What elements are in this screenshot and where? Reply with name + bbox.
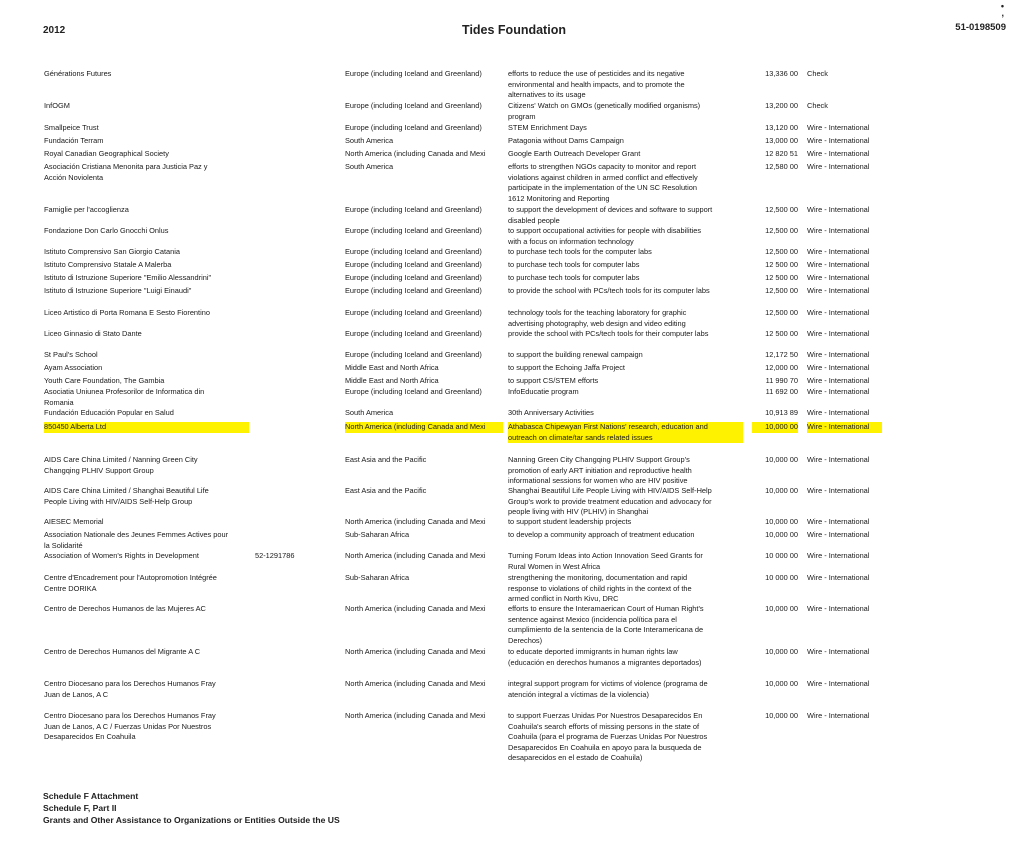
- grant-purpose: Google Earth Outreach Developer Grant: [508, 149, 641, 158]
- payment-method: Check: [807, 69, 828, 78]
- grant-purpose: to support the Echoing Jaffa Project: [508, 363, 625, 372]
- grant-purpose: to purchase tech tools for computer labs: [508, 260, 640, 269]
- grant-purpose: to support occupational activities for people with disabilities with a focus on information technology: [508, 226, 702, 246]
- payment-method: Wire - International: [807, 226, 870, 235]
- payment-method: Wire - International: [807, 149, 870, 158]
- organization-ein: 52-1291786: [255, 551, 295, 560]
- grant-amount: 10,000 00: [765, 486, 798, 495]
- payment-method: Wire - International: [807, 363, 870, 372]
- grant-amount: 12 500 00: [765, 273, 798, 282]
- grant-purpose: to provide the school with PCs/tech tools for its computer labs: [508, 286, 710, 295]
- grant-amount: 10 000 00: [765, 551, 798, 560]
- organization-name: Centro Diocesano para los Derechos Humanos Fray Juan de Lanos, A C / Fuerzas Unidas Por Nuestros Desaparecidos En Coahuila: [44, 711, 216, 741]
- region: Europe (including Iceland and Greenland): [345, 350, 482, 359]
- payment-method: Wire - International: [807, 286, 870, 295]
- grant-amount: 11 990 70: [765, 376, 798, 385]
- region: Europe (including Iceland and Greenland): [345, 329, 482, 338]
- grant-amount: 13,336 00: [765, 69, 798, 78]
- grant-purpose: efforts to ensure the Interamaerican Court of Human Right's sentence against Mexico (incidencia política para el cumplimiento de la sentencia de la Corte Interamericana de Derechos): [508, 604, 704, 645]
- grant-amount: 10,000 00: [765, 604, 798, 613]
- grant-purpose: technology tools for the teaching laboratory for graphic advertising photography, web design and video editing: [508, 308, 687, 328]
- payment-method: Wire - International: [807, 711, 870, 720]
- page-title: Tides Foundation: [462, 23, 566, 37]
- grant-purpose: integral support program for victims of violence (programa de atención integral a víctimas de la violencia): [508, 679, 708, 699]
- organization-name: Centre d'Encadrement pour l'Autopromotion Intégrée Centre DORIKA: [44, 573, 217, 593]
- region: Sub-Saharan Africa: [345, 573, 410, 582]
- region: South America: [345, 162, 394, 171]
- grant-amount: 13,200 00: [765, 101, 798, 110]
- organization-name: Fondazione Don Carlo Gnocchi Onlus: [44, 226, 169, 235]
- organization-name: Ayam Association: [44, 363, 103, 372]
- grant-amount: 12 500 00: [765, 329, 798, 338]
- payment-method: Wire - International: [807, 350, 870, 359]
- organization-name: Istituto Comprensivo San Giorgio Catania: [44, 247, 180, 256]
- region: Europe (including Iceland and Greenland): [345, 247, 482, 256]
- footer-line-description: Grants and Other Assistance to Organizations or Entities Outside the US: [43, 815, 340, 826]
- region: Europe (including Iceland and Greenland): [345, 101, 482, 110]
- grant-purpose: to support the development of devices and software to support disabled people: [508, 205, 713, 225]
- grant-amount: 12,500 00: [765, 226, 798, 235]
- tax-year: 2012: [43, 25, 66, 36]
- grant-amount: 13,000 00: [765, 136, 798, 145]
- organization-name: Association Nationale des Jeunes Femmes Actives pour la Solidarité: [44, 530, 229, 550]
- region: South America: [345, 408, 394, 417]
- grant-amount: 13,120 00: [765, 123, 798, 132]
- organization-name: Fundación Educación Popular en Salud: [44, 408, 174, 417]
- payment-method: Wire - International: [807, 136, 870, 145]
- grant-purpose: efforts to reduce the use of pesticides and its negative environmental and health impacts, and to promote the alternatives to its usage: [508, 69, 685, 99]
- grant-purpose: to purchase tech tools for computer labs: [508, 273, 640, 282]
- region: Europe (including Iceland and Greenland): [345, 205, 482, 214]
- organization-name: Smallpeice Trust: [44, 123, 99, 132]
- grant-purpose: Turning Forum Ideas into Action Innovation Seed Grants for Rural Women in West Africa: [508, 551, 703, 571]
- organization-name: Centro de Derechos Humanos de las Mujeres AC: [44, 604, 206, 613]
- region: Middle East and North Africa: [345, 376, 439, 385]
- payment-method: Wire - International: [807, 329, 870, 338]
- payment-method: Wire - International: [807, 387, 870, 396]
- grant-amount: 12 820 51: [765, 149, 798, 158]
- region: Europe (including Iceland and Greenland): [345, 308, 482, 317]
- footer-line-attachment: Schedule F Attachment: [43, 791, 139, 801]
- footer: [43, 790, 340, 827]
- payment-method: Wire - International: [807, 455, 870, 464]
- corner-mark: • ,: [1000, 1, 1004, 18]
- grant-purpose: strengthening the monitoring, documentation and rapid response to violations of child rights in the context of the armed conflict in North Kivu, DRC: [508, 573, 692, 603]
- region: North America (including Canada and Mexi: [345, 422, 503, 433]
- grant-amount: 12,000 00: [765, 363, 798, 372]
- payment-method: Wire - International: [807, 162, 870, 171]
- grant-amount: 12,500 00: [765, 308, 798, 317]
- organization-name: Royal Canadian Geographical Society: [44, 149, 169, 158]
- region: Middle East and North Africa: [345, 363, 439, 372]
- grant-amount: 10,000 00: [765, 517, 798, 526]
- organization-name: Istituto di Istruzione Superiore "Luigi Einaudi": [44, 286, 192, 295]
- grant-purpose: Shanghai Beautiful Life People Living with HIV/AIDS Self-Help Group's work to provide treatment education and advocacy for people living with HIV (PLHIV) in Shanghai: [508, 486, 712, 516]
- payment-method: Wire - International: [807, 123, 870, 132]
- region: North America (including Canada and Mexi: [345, 149, 486, 158]
- organization-name: Youth Care Foundation, The Gambia: [44, 376, 165, 385]
- grant-purpose: to support student leadership projects: [508, 517, 632, 526]
- payment-method: Wire - International: [807, 551, 870, 560]
- grant-purpose: to develop a community approach of treatment education: [508, 530, 695, 539]
- region: Europe (including Iceland and Greenland): [345, 123, 482, 132]
- payment-method: Wire - International: [807, 308, 870, 317]
- grant-amount: 10,000 00: [765, 679, 798, 688]
- organization-name: AIDS Care China Limited / Shanghai Beautiful Life People Living with HIV/AIDS Self-Help Group: [44, 486, 209, 506]
- region: East Asia and the Pacific: [345, 486, 427, 495]
- organization-name: Istituto Comprensivo Statale A Malerba: [44, 260, 172, 269]
- organization-name: AIESEC Memorial: [44, 517, 104, 526]
- region: South America: [345, 136, 394, 145]
- grant-amount: 12,500 00: [765, 205, 798, 214]
- grant-purpose: STEM Enrichment Days: [508, 123, 587, 132]
- region: Europe (including Iceland and Greenland): [345, 387, 482, 396]
- payment-method: Wire - International: [807, 247, 870, 256]
- organization-name: Liceo Artistico di Porta Romana E Sesto Fiorentino: [44, 308, 210, 317]
- region: North America (including Canada and Mexi: [345, 679, 486, 688]
- payment-method: Wire - International: [807, 573, 870, 582]
- grant-amount: 12 500 00: [765, 260, 798, 269]
- grant-purpose: to support Fuerzas Unidas Por Nuestros Desaparecidos En Coahuila's search efforts of missing persons in the state of Coahuila (para el programa de Fuerzas Unidas Por Nuestros Desaparecidos En Coahuila en apoyo para la busqueda de desaparecidos en el estado de Coahuila): [508, 711, 708, 762]
- grant-purpose: InfoEducatie program: [508, 387, 579, 396]
- grant-amount: 10,000 00: [765, 530, 798, 539]
- grant-purpose: efforts to strengthen NGOs capacity to monitor and report violations against children in armed conflict and effectively participate in the implementation of the UN SC Resolution 1612 Monitoring and Reporting: [508, 162, 698, 203]
- grant-purpose: Athabasca Chipewyan First Nations' research, education and outreach on climate/tar sands related issues: [508, 422, 743, 443]
- grant-purpose: Citizens' Watch on GMOs (genetically modified organisms) program: [508, 101, 701, 121]
- grant-amount: 12,500 00: [765, 247, 798, 256]
- grant-amount: 10,000 00: [752, 422, 798, 433]
- region: North America (including Canada and Mexi: [345, 517, 486, 526]
- grant-amount: 10,000 00: [765, 711, 798, 720]
- payment-method: Wire - International: [807, 260, 870, 269]
- grant-amount: 11 692 00: [765, 387, 798, 396]
- grant-amount: 10,913 89: [765, 408, 798, 417]
- organization-name: InfOGM: [44, 101, 70, 110]
- region: North America (including Canada and Mexi: [345, 604, 486, 613]
- payment-method: Wire - International: [807, 408, 870, 417]
- payment-method: Wire - International: [807, 530, 870, 539]
- organization-name: AIDS Care China Limited / Nanning Green City Changqing PLHIV Support Group: [44, 455, 198, 475]
- grant-amount: 10,000 00: [765, 455, 798, 464]
- region: North America (including Canada and Mexi: [345, 711, 486, 720]
- grant-purpose: to support CS/STEM efforts: [508, 376, 599, 385]
- organization-name: 850450 Alberta Ltd: [44, 422, 249, 433]
- grant-purpose: provide the school with PCs/tech tools for their computer labs: [508, 329, 709, 338]
- grant-purpose: Patagonia without Dams Campaign: [508, 136, 624, 145]
- organization-name: Centro Diocesano para los Derechos Humanos Fray Juan de Lanos, A C: [44, 679, 216, 699]
- grant-purpose: Nanning Green City Changqing PLHIV Support Group's promotion of early ART initiation and reproductive health informational sessions for women who are HIV positive: [508, 455, 692, 485]
- grant-purpose: to educate deported immigrants in human rights law (educación en derechos humanos a migrantes deportados): [508, 647, 702, 667]
- payment-method: Wire - International: [807, 517, 870, 526]
- grant-purpose: 30th Anniversary Activities: [508, 408, 594, 417]
- payment-method: Wire - International: [807, 486, 870, 495]
- payment-method: Wire - International: [807, 205, 870, 214]
- payment-method: Wire - International: [807, 679, 870, 688]
- payment-method: Wire - International: [807, 422, 882, 433]
- region: Europe (including Iceland and Greenland): [345, 286, 482, 295]
- region: Sub-Saharan Africa: [345, 530, 410, 539]
- organization-name: Générations Futures: [44, 69, 112, 78]
- region: Europe (including Iceland and Greenland): [345, 69, 482, 78]
- region: Europe (including Iceland and Greenland): [345, 273, 482, 282]
- region: North America (including Canada and Mexi: [345, 647, 486, 656]
- payment-method: Wire - International: [807, 273, 870, 282]
- grant-amount: 10,000 00: [765, 647, 798, 656]
- grant-amount: 12,500 00: [765, 286, 798, 295]
- region: Europe (including Iceland and Greenland): [345, 260, 482, 269]
- payment-method: Wire - International: [807, 647, 870, 656]
- grant-amount: 12,172 50: [765, 350, 798, 359]
- organization-name: St Paul's School: [44, 350, 98, 359]
- organization-name: Association of Women's Rights in Development: [44, 551, 199, 560]
- grant-amount: 10 000 00: [765, 573, 798, 582]
- payment-method: Wire - International: [807, 376, 870, 385]
- grant-purpose: to support the building renewal campaign: [508, 350, 643, 359]
- payment-method: Check: [807, 101, 828, 110]
- organization-name: Famiglie per l'accoglienza: [44, 205, 129, 214]
- footer-line-part: Schedule F, Part II: [43, 803, 117, 814]
- organization-name: Istituto di Istruzione Superiore "Emilio Alessandrini": [44, 273, 212, 282]
- organization-name: Asociación Cristiana Menonita para Justicia Paz y Acción Noviolenta: [44, 162, 208, 182]
- organization-name: Centro de Derechos Humanos del Migrante A C: [44, 647, 201, 656]
- header-ein: 51-0198509: [955, 22, 1006, 33]
- region: East Asia and the Pacific: [345, 455, 427, 464]
- grant-purpose: to purchase tech tools for the computer labs: [508, 247, 652, 256]
- organization-name: Asociatia Uniunea Profesorilor de Informatica din Romania: [44, 387, 205, 407]
- region: North America (including Canada and Mexi: [345, 551, 486, 560]
- organization-name: Fundación Terram: [44, 136, 104, 145]
- payment-method: Wire - International: [807, 604, 870, 613]
- grant-amount: 12,580 00: [765, 162, 798, 171]
- organization-name: Liceo Ginnasio di Stato Dante: [44, 329, 142, 338]
- region: Europe (including Iceland and Greenland): [345, 226, 482, 235]
